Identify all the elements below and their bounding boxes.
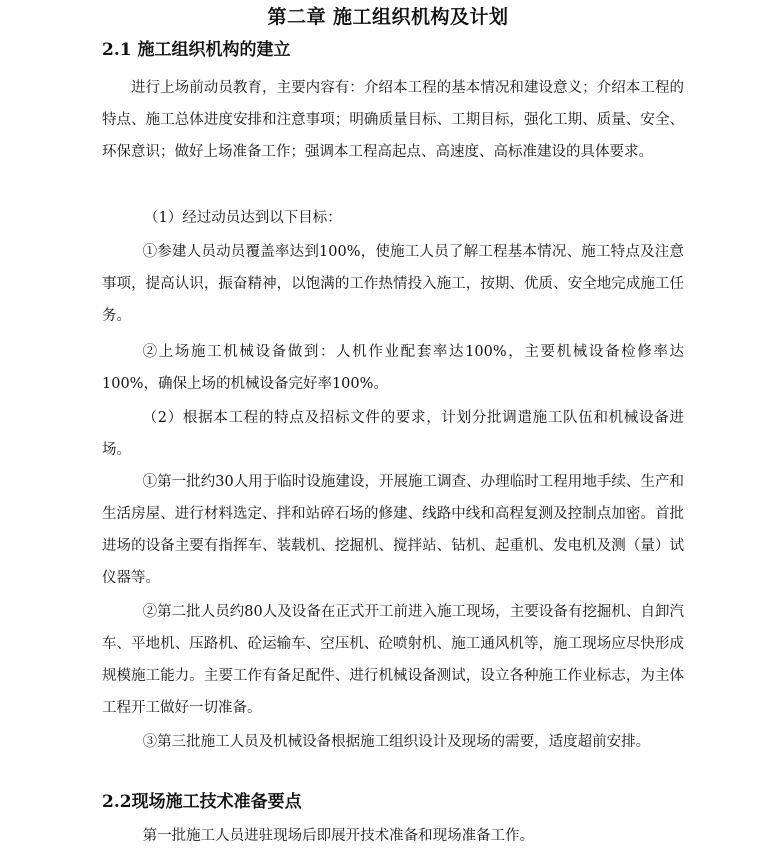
paragraph-batch-3: ③第三批施工人员及机械设备根据施工组织设计及现场的需要，适度超前安排。 <box>142 734 651 750</box>
section-heading-2-1: 2.1 施工组织机构的建立 <box>102 40 291 60</box>
paragraph-goal-1-item-2: ②上场施工机械设备做到：人机作业配套率达100%，主要机械设备检修率达100%，确保上场的机械设备完好率100%。 <box>102 344 684 392</box>
chapter-title: 第二章 施工组织机构及计划 <box>267 6 509 28</box>
paragraph-section-2-body: 第一批施工人员进驻现场后即展开技术准备和现场准备工作。 <box>142 828 535 844</box>
paragraph-batch-2: ②第二批人员约80人及设备在正式开工前进入施工现场，主要设备有挖掘机、自卸汽车、平地机、压路机、砼运输车、空压机、砼喷射机、施工通风机等，施工现场应尽快形成规模施工能力。主要工作有备足配件、进行机械设备测试，设立各种施工作业标志，为主体工程开工做好一切准备。 <box>102 604 684 716</box>
paragraph-batch-1: ①第一批约30人用于临时设施建设，开展施工调查、办理临时工程用地手续、生产和生活房屋、进行材料选定、拌和站碎石场的修建、线路中线和高程复测及控制点加密。首批进场的设备主要有指挥车、装载机、挖掘机、搅拌站、钻机、起重机、发电机及测（量）试仪器等。 <box>102 474 684 586</box>
paragraph-intro: 进行上场前动员教育，主要内容有：介绍本工程的基本情况和建设意义；介绍本工程的特点、施工总体进度安排和注意事项；明确质量目标、工期目标，强化工期、质量、安全、环保意识；做好上场准备工作；强调本工程高起点、高速度、高标准建设的具体要求。 <box>102 80 684 160</box>
paragraph-goal-1-item-1: ①参建人员动员覆盖率达到100%，使施工人员了解工程基本情况、施工特点及注意事项，提高认识，振奋精神，以饱满的工作热情投入施工，按期、优质、安全地完成施工任务。 <box>102 244 684 324</box>
section-heading-2-2: 2.2现场施工技术准备要点 <box>102 792 302 812</box>
paragraph-goal-2: （2）根据本工程的特点及招标文件的要求，计划分批调遣施工队伍和机械设备进场。 <box>102 410 684 458</box>
paragraph-goal-1: （1）经过动员达到以下目标： <box>144 210 342 226</box>
